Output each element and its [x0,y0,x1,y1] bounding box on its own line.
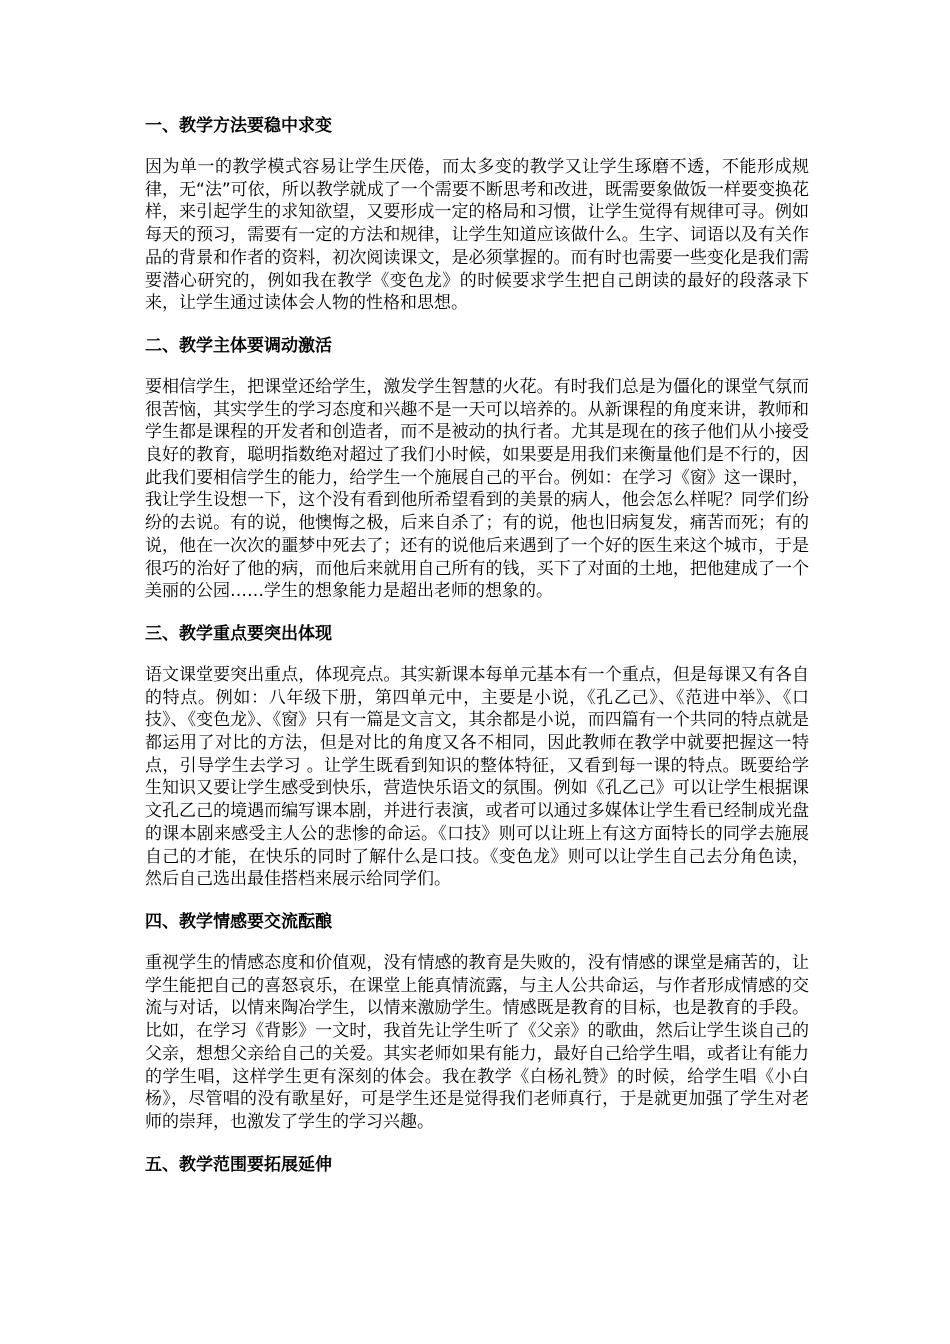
section-paragraph: 要相信学生，把课堂还给学生，激发学生智慧的火花。有时我们总是为僵化的课堂气氛而很苦恼，其实学生的学习态度和兴趣不是一天可以培养的。从新课程的角度来讲，教师和学生都是课程的开发者和创造者，而不是被动的执行者。尤其是现在的孩子他们从小接受良好的教育，聪明指数绝对超过了我们小时候，如果要是用我们来衡量他们是不行的，因此我们要相信学生的能力，给学生一个施展自己的平台。例如：在学习《窗》这一课时，我让学生设想一下，这个没有看到他所希望看到的美景的病人，他会怎么样呢？同学们纷纷的去说。有的说，他懊悔之极，后来自杀了；有的说，他也旧病复发，痛苦而死；有的说，他在一次次的噩梦中死去了；还有的说他后来遇到了一个好的医生来这个城市，于是很巧的治好了他的病，而他后来就用自己所有的钱，买下了对面的土地，把他建成了一个美丽的公园……学生的想象能力是超出老师的想象的。 [145,376,809,602]
section-1 [145,112,809,315]
section-2 [145,332,809,603]
section-paragraph: 语文课堂要突出重点，体现亮点。其实新课本每单元基本有一个重点，但是每课又有各自的特点。例如：八年级下册，第四单元中，主要是小说，《孔乙己》、《范进中举》、《口技》、《变色龙》、《窗》只有一篇是文言文，其余都是小说，而四篇有一个共同的特点就是都运用了对比的方法，但是对比的角度又各不相同，因此教师在教学中就要把握这一特点，引导学生去学习 。让学生既看到知识的整体特征，又看到每一课的特点。既要给学生知识又要让学生感受到快乐，营造快乐语文的氛围。例如《孔乙己》可以让学生根据课文孔乙己的境遇而编写课本剧，并进行表演，或者可以通过多媒体让学生看已经制成光盘的课本剧来感受主人公的悲惨的命运。《口技》则可以让班上有这方面特长的同学去施展自己的才能，在快乐的同时了解什么是口技。《变色龙》则可以让学生自己去分角色读，然后自己选出最佳搭档来展示给同学们。 [145,664,809,890]
section-heading: 三、教学重点要突出体现 [145,623,332,644]
section-paragraph: 重视学生的情感态度和价值观，没有情感的教育是失败的，没有情感的课堂是痛苦的，让学生能把自己的喜怒哀乐，在课堂上能真情流露，与主人公共命运，与作者形成情感的交流与对话，以情来陶冶学生，以情来激励学生。情感既是教育的目标，也是教育的手段。比如，在学习《背影》一文时，我首先让学生听了《父亲》的歌曲，然后让学生谈自己的父亲，想想父亲给自己的关爱。其实老师如果有能力，最好自己给学生唱，或者让有能力的学生唱，这样学生更有深刻的体会。我在教学《白杨礼赞》的时候，给学生唱《小白杨》，尽管唱的没有歌星好，可是学生还是觉得我们老师真行，于是就更加强了学生对老师的崇拜，也激发了学生的学习兴趣。 [145,952,809,1132]
section-heading: 四、教学情感要交流酝酿 [145,911,332,932]
section-heading: 二、教学主体要调动激活 [145,335,332,356]
section-heading: 五、教学范围要拓展延伸 [145,1154,332,1175]
section-paragraph: 因为单一的教学模式容易让学生厌倦，而太多变的教学又让学生琢磨不透，不能形成规律，无“法”可依，所以教学就成了一个需要不断思考和改进，既需要象做饭一样要变换花样，来引起学生的求知欲望，又要形成一定的格局和习惯，让学生觉得有规律可寻。例如每天的预习，需要有一定的方法和规律，让学生知道应该做什么。生字、词语以及有关作品的背景和作者的资料，初次阅读课文，是必须掌握的。而有时也需要一些变化是我们需要潜心研究的，例如我在教学《变色龙》的时候要求学生把自己朗读的最好的段落录下来，让学生通过读体会人物的性格和思想。 [145,157,809,314]
section-3 [145,620,809,891]
section-heading: 一、教学方法要稳中求变 [145,116,332,136]
section-4 [145,908,809,1134]
section-5 [145,1151,809,1179]
document-page [145,112,809,1195]
